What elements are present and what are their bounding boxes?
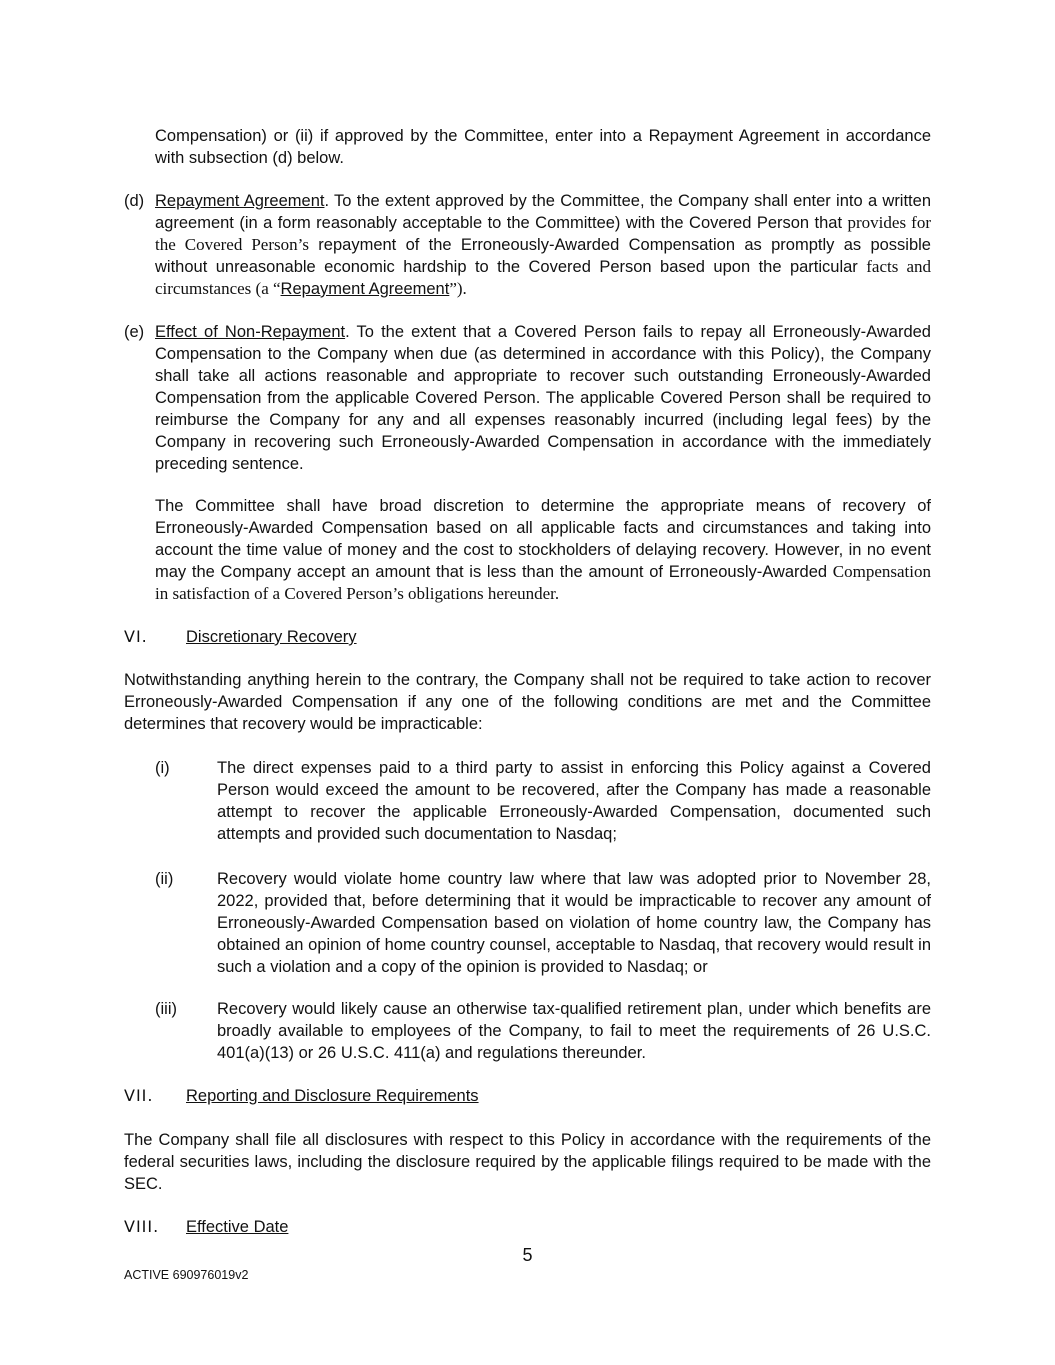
list-item [217, 998, 931, 1064]
section-6-intro-text: Notwithstanding anything herein to the contrary, the Company shall not be required to take action to recover Erroneously-Awarded Compensation if any one of the following conditions are met and the Committee determines that recovery would be impracticable: [124, 671, 931, 733]
clause-e-para2-serif: Compensation in satisfaction of a Covered Person’s obligations hereunder. [155, 562, 931, 603]
clause-d-text-a: . To the extent approved by the Committee, the Company shall enter into a written agreement (in a form reasonably acceptable to the Committee) with the Covered Person that [155, 192, 931, 232]
clause-e-para2-text: The Committee shall have broad discretion to determine the appropriate means of recovery of Erroneously-Awarded Compensation based on all applicable facts and circumstances and taking into account the time value of money and the cost to stockholders of delaying recovery. However, in no event may the Company accept an amount that is less than the amount of Erroneously-Awarded [155, 497, 931, 581]
section-7-text: The Company shall file all disclosures with respect to this Policy in accordance with the requirements of the federal securities laws, including the disclosure required by the applicable filings required to be made with the SEC. [124, 1131, 931, 1193]
clause-d-text-serif2: facts and circumstances (a “ [155, 257, 931, 298]
clause-d-label: (d) [124, 192, 145, 210]
section-6-title: Discretionary Recovery [186, 628, 357, 646]
page-number: 5 [522, 1245, 533, 1265]
list-item [217, 757, 931, 845]
clause-e-paragraph [155, 321, 931, 475]
clause-d-paragraph [155, 190, 931, 300]
defined-term-repayment-agreement: Repayment Agreement [280, 280, 450, 298]
clause-d-text-b: repayment of the Erroneously-Awarded Compensation as promptly as possible without unreasonable economic hardship to the Covered Person based upon the particular [155, 236, 931, 276]
footer-document-id: ACTIVE 690976019v2 [124, 1268, 249, 1282]
section-7-paragraph [124, 1129, 931, 1195]
section-8-title: Effective Date [186, 1218, 289, 1236]
clause-d-text-serif1: provides for the Covered Person’s [155, 213, 931, 254]
section-7-number: VII. [124, 1086, 154, 1105]
list-item-label: (iii) [155, 1000, 177, 1018]
clause-e-label: (e) [124, 323, 145, 341]
section-7-heading [124, 1085, 479, 1107]
clause-e-second-paragraph [155, 495, 931, 605]
clause-d-title: Repayment Agreement [155, 192, 325, 210]
list-item-label: (i) [155, 759, 170, 777]
clause-e-text: . To the extent that a Covered Person fails to repay all Erroneously-Awarded Compensation to the Company when due (as determined in accordance with this Policy), the Company shall take all actions reasonable and appropriate to recover such outstanding Erroneously-Awarded Compensation from the applicable Covered Person. The applicable Covered Person shall be required to reimburse the Company for any and all expenses reasonably incurred (including legal fees) by the Company in recovering such Erroneously-Awarded Compensation in accordance with the immediately preceding sentence. [155, 323, 931, 473]
list-item-text: Recovery would violate home country law where that law was adopted prior to November 28, 2022, provided that, before determining that it would be impracticable to recover any amount of Erroneously-Awarded Compensation based on violation of home country law, the Company has obtained an opinion of home country counsel, acceptable to Nasdaq, that recovery would result in such a violation and a copy of the opinion is provided to Nasdaq; or [217, 870, 931, 976]
continuation-text: Compensation) or (ii) if approved by the Committee, enter into a Repayment Agreement in accordance with subsection (d) below. [155, 127, 931, 167]
list-item-text: The direct expenses paid to a third party to assist in enforcing this Policy against a Covered Person would exceed the amount to be recovered, after the Company has made a reasonable attempt to recover the applicable Erroneously-Awarded Compensation, documented such attempts and provided such documentation to Nasdaq; [217, 759, 931, 843]
clause-d-text-end: ”). [449, 279, 467, 298]
section-6-intro [124, 669, 931, 735]
section-8-heading [124, 1216, 288, 1238]
clause-e-title: Effect of Non-Repayment [155, 323, 346, 341]
list-item-text: Recovery would likely cause an otherwise tax-qualified retirement plan, under which benefits are broadly available to employees of the Company, to fail to meet the requirements of 26 U.S.C. 401(a)(13) or 26 U.S.C. 411(a) and regulations thereunder. [217, 1000, 931, 1062]
list-item-label: (ii) [155, 870, 174, 888]
section-8-number: VIII. [124, 1217, 160, 1236]
continuation-paragraph [155, 125, 931, 169]
section-7-title: Reporting and Disclosure Requirements [186, 1087, 479, 1105]
section-6-number: VI. [124, 627, 148, 646]
list-item [217, 868, 931, 978]
section-6-heading [124, 626, 357, 648]
